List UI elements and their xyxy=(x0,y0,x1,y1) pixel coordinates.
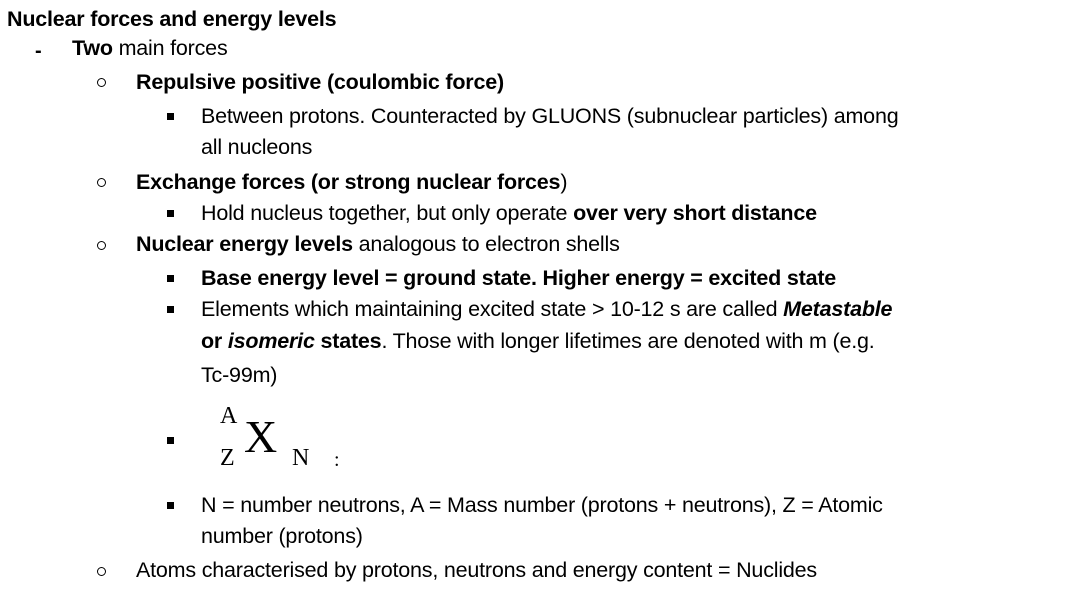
circle-bullet xyxy=(97,241,106,250)
square-bullet xyxy=(167,113,174,120)
atomic-number: Z xyxy=(220,445,235,471)
repulsive-detail-line2: all nucleons xyxy=(201,135,313,159)
isomeric-suffix: states xyxy=(314,329,382,353)
energy-levels-title-rest: analogous to electron shells xyxy=(352,232,620,256)
definitions-line2: number (protons) xyxy=(201,524,363,548)
metastable-line1-text: Elements which maintaining excited state > 10-12 s are called xyxy=(201,297,784,321)
square-bullet xyxy=(167,275,174,282)
nuclides-text: Atoms characterised by protons, neutrons and energy content = Nuclides xyxy=(136,558,817,582)
exchange-title-bold: Exchange forces (or strong nuclear forces xyxy=(136,170,561,194)
metastable-line3: Tc-99m) xyxy=(201,363,278,387)
square-bullet xyxy=(167,210,174,217)
circle-bullet xyxy=(97,78,106,87)
circle-bullet xyxy=(97,178,106,187)
dash-bullet: - xyxy=(35,40,42,62)
exchange-title xyxy=(136,169,567,195)
neutron-number: N xyxy=(292,445,310,471)
ground-state-text: Base energy level = ground state. Higher energy = excited state xyxy=(201,266,837,290)
isomeric-prefix: or xyxy=(201,329,228,353)
exchange-detail xyxy=(201,200,817,226)
metastable-term: Metastable xyxy=(783,297,893,321)
square-bullet xyxy=(167,437,174,444)
level1-bold: Two xyxy=(72,36,113,60)
trailing-punctuation: : xyxy=(334,449,340,471)
metastable-line2-rest: . Those with longer lifetimes are denoted with m (e.g. xyxy=(381,329,875,353)
circle-bullet xyxy=(97,567,106,576)
level1-rest: main forces xyxy=(112,36,228,60)
repulsive-detail-line1: Between protons. Counteracted by GLUONS (subnuclear particles) among xyxy=(201,104,899,128)
square-bullet xyxy=(167,306,174,313)
nuclide-notation xyxy=(220,402,360,476)
energy-levels-title-bold: Nuclear energy levels xyxy=(136,232,353,256)
exchange-detail-bold: over very short distance xyxy=(573,201,817,225)
square-bullet xyxy=(167,502,174,509)
level1-item xyxy=(72,35,228,61)
metastable-line1 xyxy=(201,296,892,322)
exchange-detail-text: Hold nucleus together, but only operate xyxy=(201,201,574,225)
metastable-line2 xyxy=(201,328,875,354)
mass-number: A xyxy=(220,403,238,429)
repulsive-title: Repulsive positive (coulombic force) xyxy=(136,70,504,94)
energy-levels-title xyxy=(136,231,620,257)
element-symbol: X xyxy=(244,411,278,462)
definitions-line1: N = number neutrons, A = Mass number (protons + neutrons), Z = Atomic xyxy=(201,493,883,517)
page-title: Nuclear forces and energy levels xyxy=(7,7,337,31)
exchange-title-close: ) xyxy=(560,170,568,194)
isomeric-term: isomeric xyxy=(227,329,315,353)
